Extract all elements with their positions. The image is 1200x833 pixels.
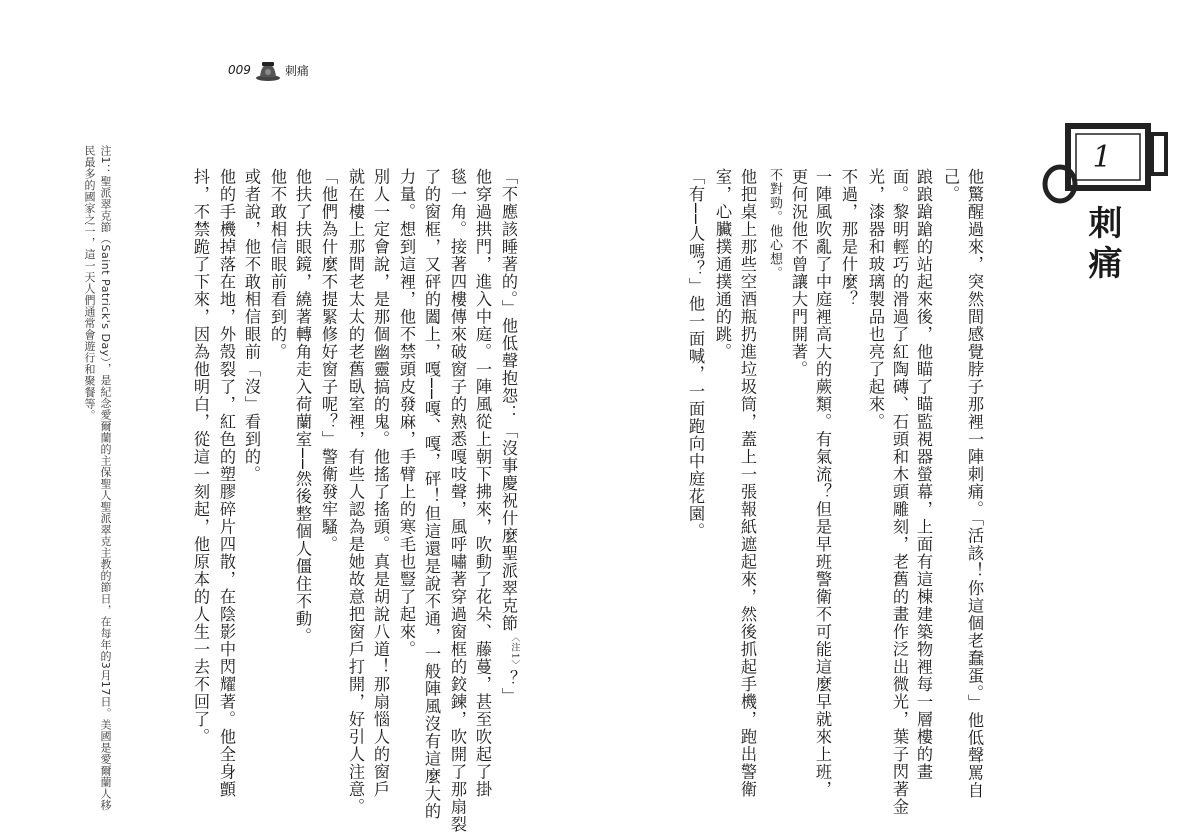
footnote-line: 民最多的國家之一，這一天人們通常會遊行和聚餐等。: [83, 145, 96, 421]
text-column: 不過，那是什麼？: [839, 168, 858, 308]
text-column: 不對勁。他心想。: [767, 168, 782, 280]
text-column: 了的窗框，又砰的闔上，嘎──嘎、嘎，砰！但這還是說不通，一般陣風沒有這麼大的: [422, 168, 441, 821]
footnote-line: 注1：聖派翠克節（Saint Patrick's Day），是紀念愛爾蘭的主保聖人聖派翠克主教的節日，在每年的3月17日。美國是愛爾蘭人移: [99, 145, 112, 811]
text-column: 他驚醒過來，突然間感覺脖子那裡一陣刺痛。「活該！你這個老蠢蛋。」他低聲罵自: [965, 168, 984, 800]
hat-figure-icon: [255, 59, 281, 81]
header-title: 刺痛: [284, 63, 309, 78]
text-column: 他扶了扶眼鏡，繞著轉角走入荷蘭室──然後整個人僵住不動。: [293, 168, 312, 646]
text-column: 毯一角。接著四樓傳來破窗子的熟悉嘎吱聲，風呼嘯著穿過窗框的鉸鍊，吹開了那扇裂: [448, 168, 467, 833]
text-column: 踉踉蹌蹌的站起來後，他瞄了瞄監視器螢幕，上面有這棟建築物裡每一層樓的畫: [914, 168, 933, 781]
text-column: 己。: [941, 168, 960, 203]
page-number: 009: [228, 63, 251, 77]
text-column: 或者說，他不敢相信眼前「沒」看到的。: [242, 168, 261, 483]
text-column: 光，漆器和玻璃製品也亮了起來。: [866, 168, 885, 431]
text-column: [498, 168, 524, 705]
text-column: 更何況他不曾讓大門開著。: [789, 168, 808, 378]
text-column: 他的手機掉落在地，外殼裂了，紅色的塑膠碎片四散，在陰影中閃耀著。他全身顫: [217, 168, 236, 798]
text-column: 他把桌上那些空酒瓶扔進垃圾筒，蓋上一張報紙遮起來，然後抓起手機，跑出警衛: [738, 168, 757, 798]
chapter-number: 1: [1092, 140, 1112, 175]
text-column: 他不敢相信眼前看到的。: [268, 168, 287, 361]
chapter-title: 刺痛: [1082, 205, 1122, 285]
text-column: 力量。想到這裡，他不禁頭皮發麻，手臂上的寒毛也豎了起來。: [397, 168, 416, 658]
text-column: 面。黎明輕巧的滑過了紅陶磚、石頭和木頭雕刻，老舊的畫作泛出微光，葉子閃著金: [890, 168, 909, 816]
text-column: 一陣風吹亂了中庭裡高大的蕨類。有氣流？但是早班警衛不可能這麼早就來上班，: [813, 168, 832, 798]
text-run: ？」: [499, 670, 518, 706]
text-column: 就在樓上那間老太太的老舊臥室裡，有些人認為是她故意把窗戶打開，好引人注意。: [346, 168, 365, 816]
footnote-marker: 〈注1〉: [509, 632, 520, 671]
text-column: 「他們為什麼不提緊修好窗子呢？」警衛發牢騷。: [319, 168, 338, 553]
text-column: 他穿過拱門，進入中庭。一陣風從上朝下拂來，吹動了花朵、藤蔓，甚至吹起了掛: [473, 168, 492, 798]
text-column: 「有──人嗎？」他一面喊，一面跑向中庭花園。: [686, 168, 705, 541]
text-column: 室，心臟撲通撲通的跳。: [713, 168, 732, 361]
text-run: 「不應該睡著的。」他低聲抱怨：「沒事慶祝什麼聖派翠克節: [499, 168, 518, 633]
text-column: 別人一定會說，是那個幽靈搞的鬼。他搖了搖頭。真是胡說八道！那扇惱人的窗戶: [371, 168, 390, 798]
text-column: 抖，不禁跪了下來，因為他明白，從這一刻起，他原本的人生一去不回了。: [191, 168, 210, 746]
running-header: [228, 58, 309, 82]
